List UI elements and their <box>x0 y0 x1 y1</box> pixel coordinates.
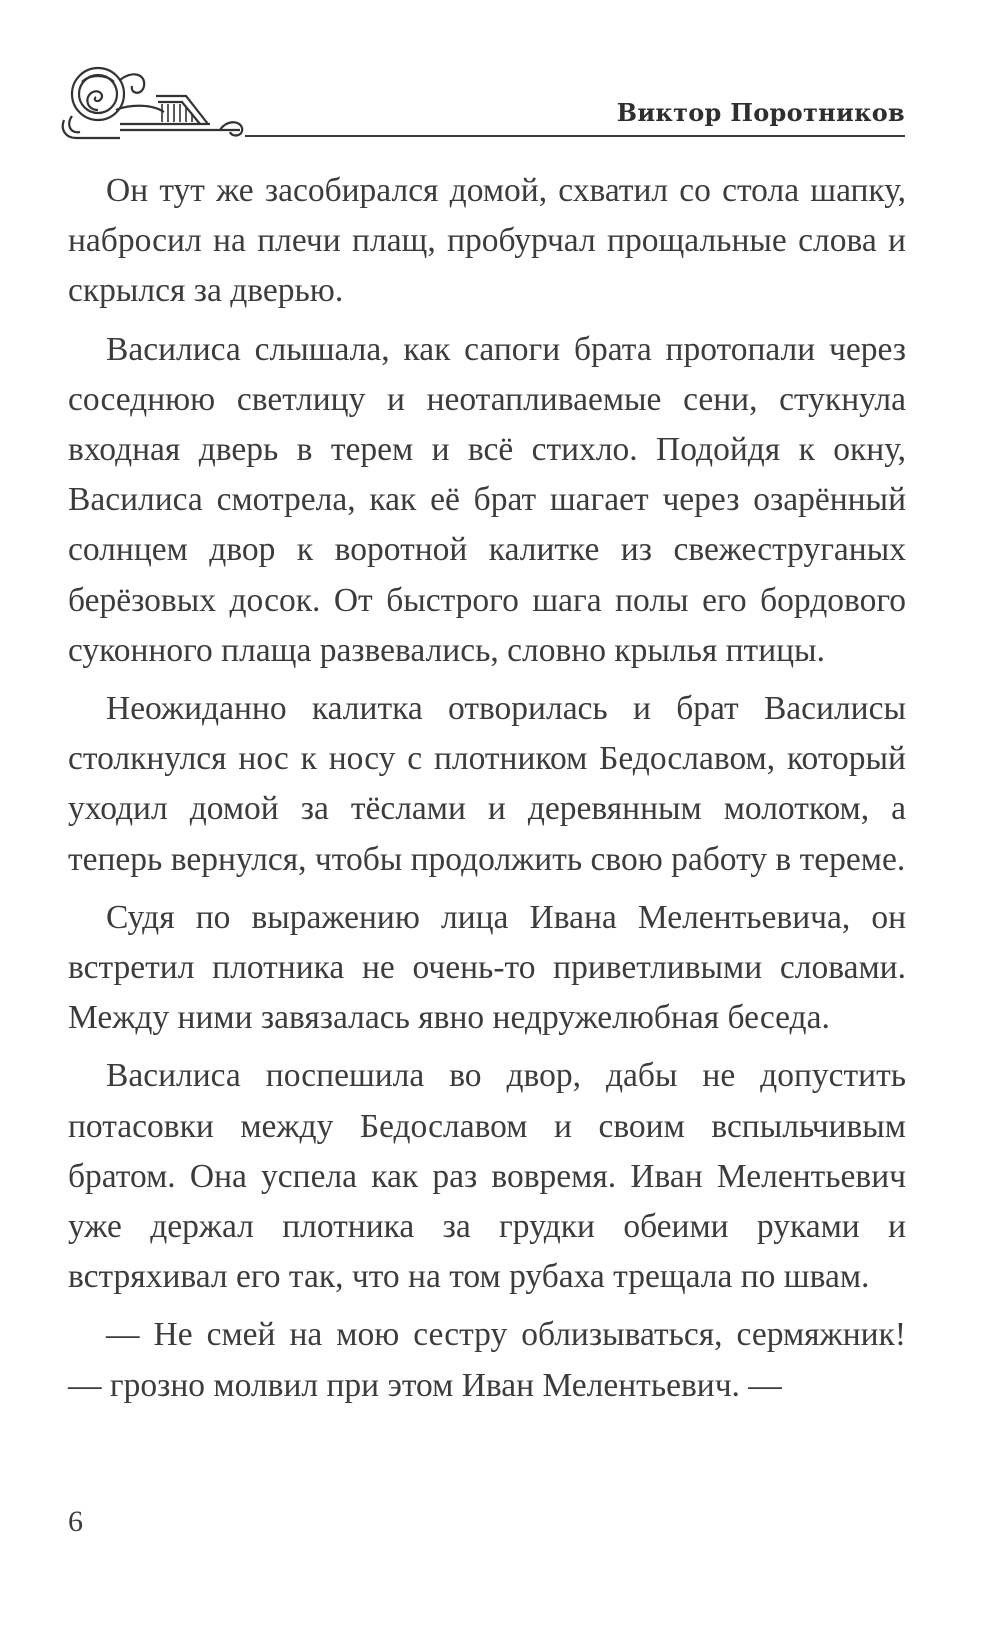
paragraph: Василиса поспешила во двор, дабы не допустить потасовки между Бедославом и своим вспыльчивым братом. Она успела как раз вовремя. Иван Мелентьевич уже держал плотника за грудки обеими руками и встряхивал его так, что на том рубаха трещала по швам. <box>68 1057 906 1296</box>
paragraph: Василиса слышала, как сапоги брата протопали через соседнюю светлицу и неотапливаемые сени, стукнула входная дверь в терем и всё стихло. Подойдя к окну, Василиса смотрела, как её брат шагает через озарённый солнцем двор к воротной калитке из свежеструганых берёзовых досок. От быстрого шага полы его бордового суконного плаща развевались, словно крылья птицы. <box>68 330 906 669</box>
folk-scroll-ornament-icon <box>60 60 250 140</box>
paragraph: Неожиданно калитка отворилась и брат Василисы столкнулся нос к носу с плотником Бедославом, который уходил домой за тёслами и деревянным молотком, а теперь вернулся, чтобы продолжить свою работу в тереме. <box>68 690 906 878</box>
paragraph: Он тут же засобирался домой, схватил со стола шапку, набросил на плечи плащ, пробурчал прощальные слова и скрылся за дверью. <box>68 172 906 310</box>
body-text <box>68 166 906 1419</box>
page-header <box>60 60 905 140</box>
paragraph: — Не смей на мою сестру облизываться, сермяжник! — грозно молвил при этом Иван Мелентьевич. — <box>68 1316 906 1404</box>
running-head-author: Виктор Поротников <box>616 98 905 127</box>
page-number: 6 <box>68 1505 83 1538</box>
header-rule <box>245 135 905 137</box>
paragraph: Судя по выражению лица Ивана Мелентьевича, он встретил плотника не очень-то приветливыми словами. Между ними завязалась явно недружелюбная беседа. <box>68 898 906 1037</box>
